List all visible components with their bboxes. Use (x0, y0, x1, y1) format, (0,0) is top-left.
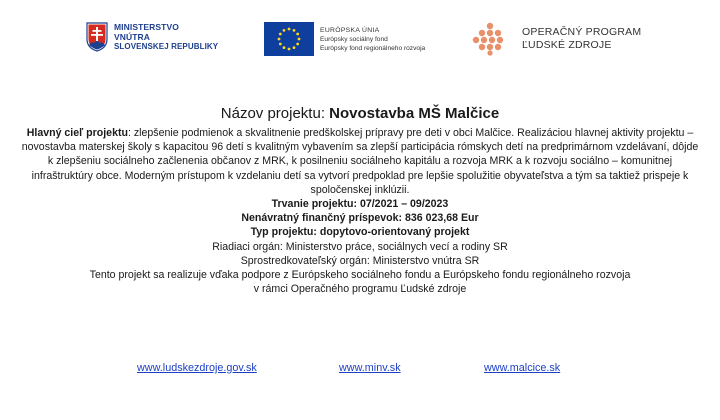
eu-line-2: Európsky sociálny fond (320, 35, 388, 43)
slovak-coat-of-arms-icon (86, 22, 108, 52)
project-goal-text: : zlepšenie podmienok a skvalitnenie predškolskej prípravy pre deti v obci Malčice. Realizáciou hlavnej aktivity projektu – novostavba materskej školy s kapacitou 96 detí s kvalitným vybavením sa zlepší participácia rómskych detí na predprimárnom vzdelávaní, dôjde k zlepšeniu sociálneho začlenenia občanov z MRK, k posilneniu sociálneho kapitálu a rozvoja MRK a k rozvoju sociálno – komunitnej infraštruktúry obce. Moderným prístupom k vzdelaniu detí sa vytvorí predpoklad pre lepšie spolužitie obyvateľstva a tým sa taktiež prispeje k spoločenskej inklúzii. (21, 127, 699, 196)
program-line-2: ĽUDSKÉ ZDROJE (522, 39, 612, 51)
project-goal-label: Hlavný cieľ projektu (26, 127, 128, 139)
eu-flag-icon (264, 22, 314, 56)
dot-grid-icon (472, 22, 508, 56)
link-ludskezdroje[interactable]: www.ludskezdroje.gov.sk (137, 362, 257, 374)
project-goal (20, 126, 700, 197)
project-grant: Nenávratný finančný príspevok: 836 023,68 Eur (241, 212, 479, 225)
project-info (0, 104, 720, 296)
logo-bar (0, 22, 720, 66)
ministry-logo (86, 22, 218, 52)
project-title (0, 104, 720, 124)
links-bar (0, 362, 720, 378)
project-type: Typ projektu: dopytovo-orientovaný projekt (250, 226, 470, 239)
link-malcice[interactable]: www.malcice.sk (484, 362, 561, 374)
eu-logo (264, 22, 425, 56)
support-line-2: v rámci Operačného programu Ľudské zdroje (253, 283, 467, 296)
ministry-line-3: SLOVENSKEJ REPUBLIKY (114, 42, 219, 51)
intermediate-body: Sprostredkovateľský orgán: Ministerstvo vnútra SR (240, 254, 480, 267)
support-line-1: Tento projekt sa realizuje vďaka podpore z Európskeho sociálneho fondu a Európskeho fondu regionálneho rozvoja (89, 269, 631, 282)
eu-logo-text (320, 26, 425, 53)
project-duration: Trvanie projektu: 07/2021 – 09/2023 (271, 198, 449, 211)
managing-body: Riadiaci orgán: Ministerstvo práce, sociálnych vecí a rodiny SR (212, 240, 508, 253)
ministry-line-2: VNÚTRA (114, 32, 151, 42)
project-title-prefix: Názov projektu: (220, 105, 330, 122)
link-minv[interactable]: www.minv.sk (339, 362, 401, 374)
eu-line-1: EURÓPSKA ÚNIA (320, 26, 380, 34)
project-title-name: Novostavba MŠ Malčice (329, 105, 500, 122)
program-logo (472, 22, 641, 56)
eu-line-3: Európsky fond regionálneho rozvoja (320, 44, 426, 52)
ministry-logo-text (114, 22, 218, 52)
program-line-1: OPERAČNÝ PROGRAM (522, 26, 642, 38)
program-logo-text (522, 26, 641, 52)
ministry-line-1: MINISTERSTVO (114, 22, 179, 32)
